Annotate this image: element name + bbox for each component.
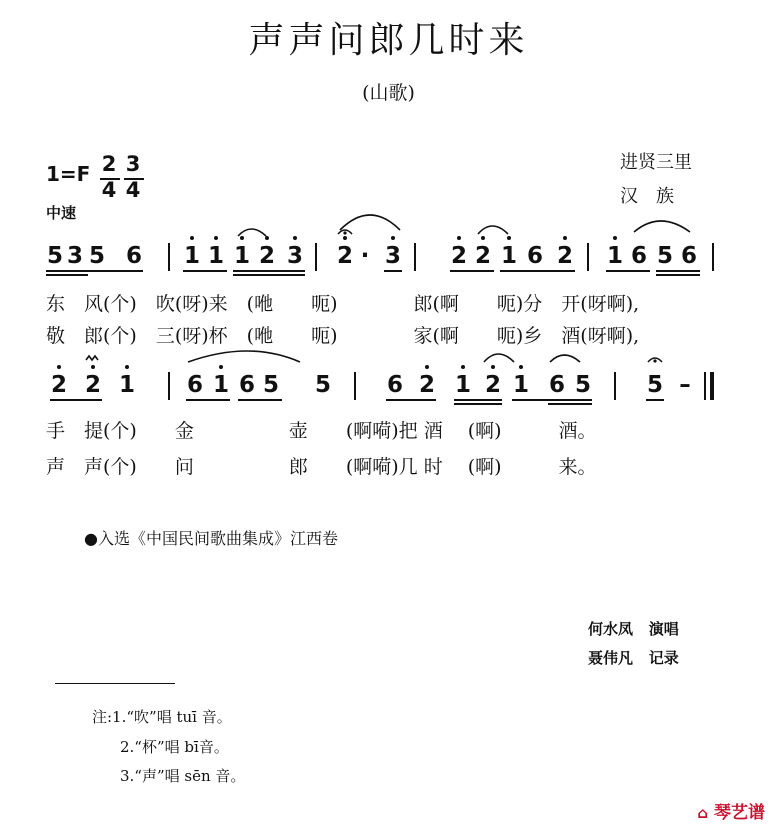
note: 1 — [606, 243, 623, 269]
note: 3 — [66, 243, 83, 269]
note: 6 — [386, 372, 403, 398]
note: 2 — [336, 243, 353, 269]
note: 1 — [454, 372, 471, 398]
recorder — [588, 647, 679, 668]
watermark-text: 琴艺谱 — [714, 803, 765, 823]
note: 6 — [630, 243, 647, 269]
genre-subtitle: (山歌) — [362, 82, 415, 104]
lyrics-verse2-line1: 敬 郎(个) 三(呀)杯 (咃 呃) 家(啊 呃)乡 酒(呀啊), — [46, 325, 640, 347]
note: 5 — [656, 243, 673, 269]
lyrics-verse2-line2: 声 声(个) 问 郎 (啊嗬)几 时 (啊) 来。 — [46, 456, 597, 478]
note: 2 — [484, 372, 501, 398]
note: 1 — [183, 243, 200, 269]
performer-name: 何水凤 — [588, 620, 634, 638]
note: 5 — [262, 372, 279, 398]
note: 6 — [125, 243, 142, 269]
time-signature-den-2: 4 — [125, 178, 141, 202]
note: 6 — [526, 243, 543, 269]
note: 6 — [680, 243, 697, 269]
lyrics-verse1-line1: 东 风(个) 吹(呀)来 (咃 呃) 郎(啊 呃)分 开(呀啊), — [46, 293, 640, 315]
note: 6 — [548, 372, 565, 398]
note: 1 — [118, 372, 135, 398]
note: 5 — [646, 372, 663, 398]
note: 3 — [286, 243, 303, 269]
page-title: 声声问郎几时来 — [248, 20, 529, 61]
time-signature-num-1: 2 — [101, 152, 117, 176]
note: 5 — [46, 243, 63, 269]
note: 2 — [556, 243, 573, 269]
note: 6 — [186, 372, 203, 398]
note: – — [679, 372, 691, 398]
note: 2 — [84, 372, 101, 398]
note: 2 — [258, 243, 275, 269]
note: 5 — [88, 243, 105, 269]
note: · — [360, 243, 370, 269]
note: 5 — [314, 372, 331, 398]
watermark-logo — [697, 798, 765, 823]
note: 1 — [212, 372, 229, 398]
note: 1 — [512, 372, 529, 398]
note: 5 — [574, 372, 591, 398]
note: 3 — [384, 243, 401, 269]
footnote-3: 3.“声”唱 sēn 音。 — [120, 767, 246, 785]
note: 2 — [450, 243, 467, 269]
lyrics-verse1-line2: 手 提(个) 金 壶 (啊嗬)把 酒 (啊) 酒。 — [46, 420, 597, 442]
footnote-divider — [55, 683, 175, 684]
performer — [588, 618, 679, 639]
footnote-2: 2.“杯”唱 bī音。 — [120, 738, 229, 756]
note: 6 — [238, 372, 255, 398]
key-signature: 1=F — [46, 162, 91, 186]
time-signature-num-2: 3 — [125, 152, 141, 176]
note: 2 — [418, 372, 435, 398]
note: 1 — [233, 243, 250, 269]
origin-place: 进贤三里 — [620, 152, 692, 173]
note: 2 — [50, 372, 67, 398]
note: 1 — [500, 243, 517, 269]
collection-note: ●入选《中国民间歌曲集成》江西卷 — [84, 529, 338, 548]
recorder-role: 记录 — [648, 649, 679, 667]
origin-ethnicity: 汉 族 — [620, 186, 674, 207]
recorder-name: 聂伟凡 — [588, 649, 634, 667]
note: 2 — [474, 243, 491, 269]
footnote-1: 注:1.“吹”唱 tuī 音。 — [92, 708, 232, 726]
note: 1 — [207, 243, 224, 269]
time-signature-den-1: 4 — [101, 178, 117, 202]
performer-role: 演唱 — [648, 620, 679, 638]
tempo-marking: 中速 — [46, 204, 77, 222]
logo-icon: ⌂ — [697, 804, 709, 822]
